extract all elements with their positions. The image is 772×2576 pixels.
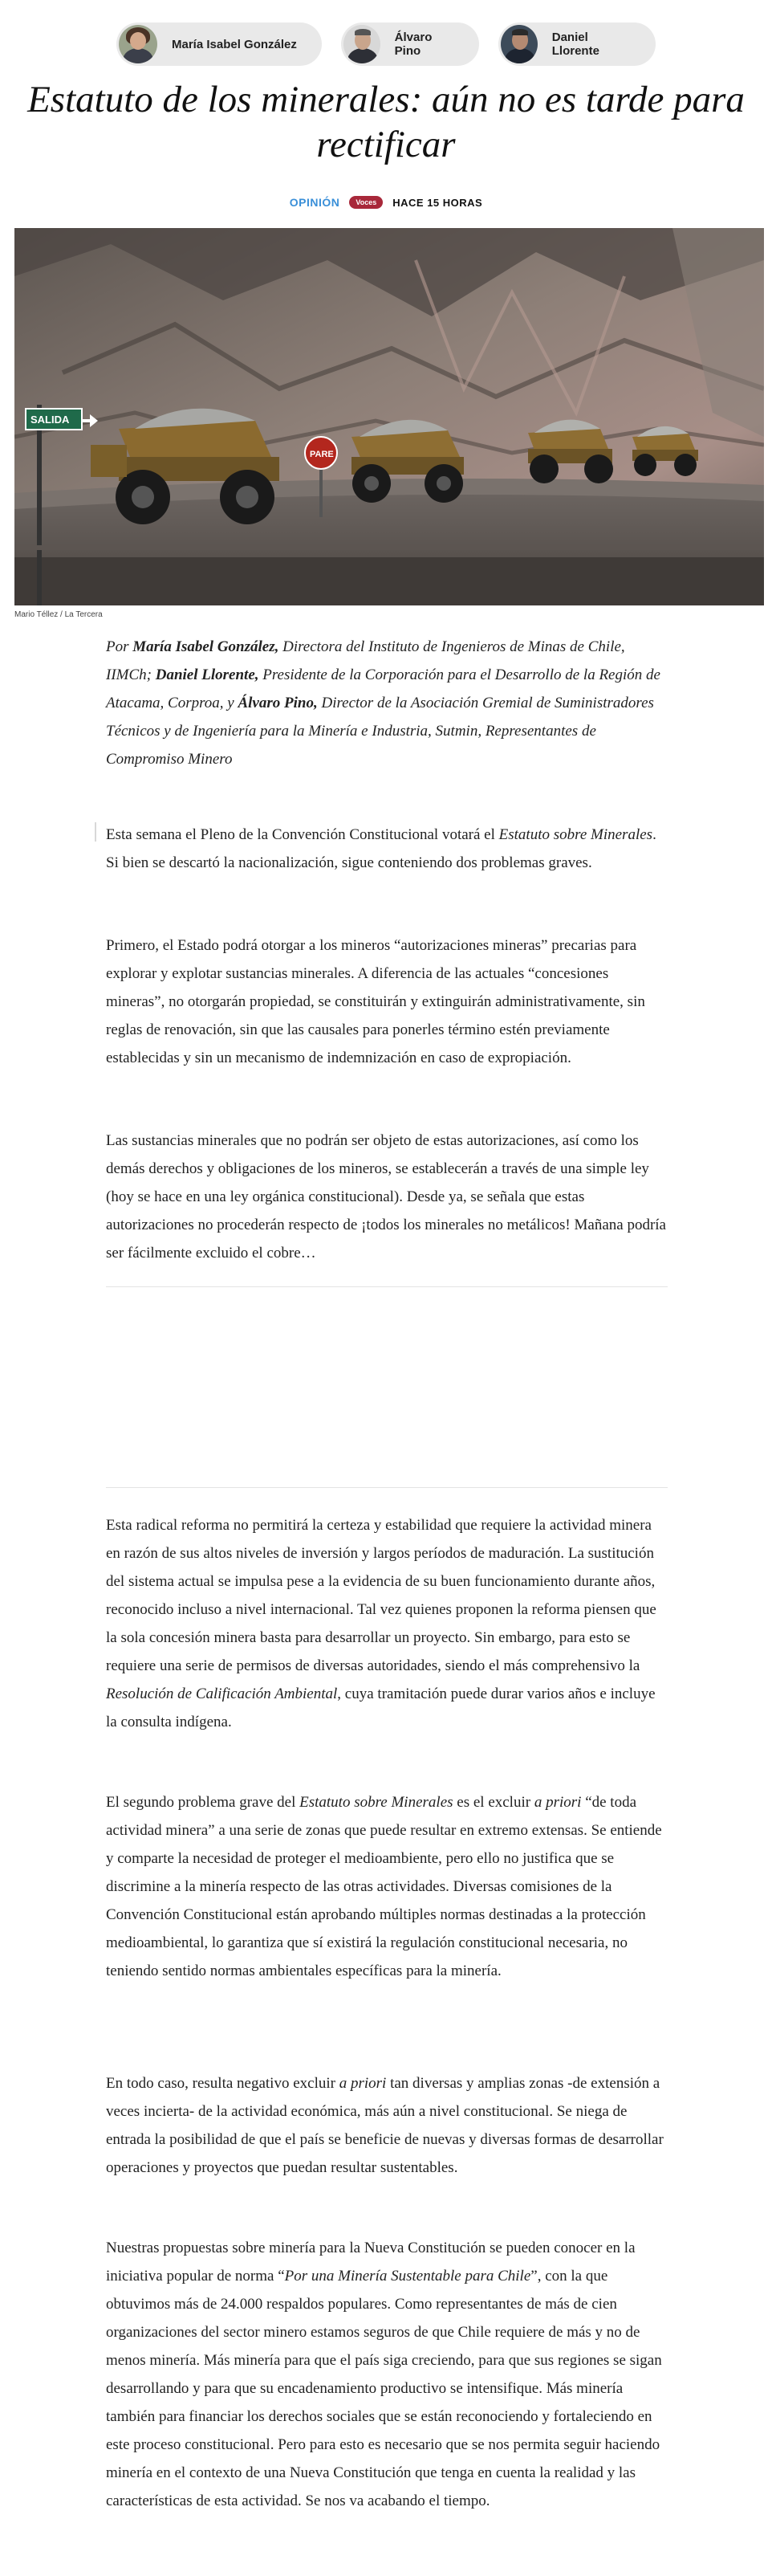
byline-author: Daniel Llorente, — [155, 666, 259, 683]
author-name: Daniel Llorente — [551, 31, 599, 58]
paragraph-1: Esta semana el Pleno de la Convención Constitucional votará el Estatuto sobre Minerales. Si bien se descartó la nacionalización, sigue conteniendo dos problemas graves. — [106, 826, 656, 871]
author-chip-pino[interactable] — [341, 22, 479, 66]
sign-pare: PARE — [310, 450, 334, 459]
ad-divider-top — [106, 1286, 668, 1287]
author-name: María Isabel González — [172, 37, 297, 51]
image-caption: Mario Téllez / La Tercera — [14, 610, 103, 619]
sign-salida: SALIDA — [30, 414, 70, 426]
author-chip-gonzalez[interactable] — [116, 22, 322, 66]
mine-trucks-illustration — [14, 228, 764, 605]
voces-badge[interactable]: Voces — [349, 196, 383, 209]
author-name: Álvaro Pino — [394, 31, 433, 58]
avatar — [501, 25, 538, 63]
author-chip-llorente[interactable] — [498, 22, 656, 66]
byline: Por María Isabel González, Directora del Instituto de Ingenieros de Minas de Chile, IIMCh; Daniel Llorente, Presidente de la Corporación para el Desarrollo de la Región de Atacama, Corproa, y Álvaro Pino, Director de la Asociación Gremial de Suministradores Técnicos y de Ingeniería para la Minería e Industria, Sutmin, Representantes de Compromiso Minero — [106, 638, 660, 768]
ad-divider-bottom — [106, 1487, 668, 1488]
author-list — [0, 22, 772, 66]
article-title: Estatuto de los minerales: aún no es tarde para rectificar — [27, 79, 745, 165]
paragraph-3: Las sustancias minerales que no podrán ser objeto de estas autorizaciones, así como los demás derechos y obligaciones de los mineros, se establecerán a través de una simple ley (hoy se hace en una ley orgánica constitucional). Desde ya, se señala que estas autorizaciones no procederán respecto de ¡todos los minerales no metálicos! Mañana podría ser fácilmente excluido el cobre… — [106, 1132, 666, 1262]
paragraph-2: Primero, el Estado podrá otorgar a los mineros “autorizaciones mineras” precarias para explorar y explotar sustancias minerales. A diferencia de las actuales “concesiones mineras”, no otorgarán propiedad, se constituirán y extinguirán administrativamente, sin reglas de renovación, sin que las causales para ponerles término estén previamente establecidas y sin un mecanismo de indemnización en caso de expropiación. — [106, 937, 645, 1066]
avatar — [343, 25, 380, 63]
avatar — [119, 25, 157, 63]
byline-author: María Isabel González, — [132, 638, 279, 655]
paragraph-6: En todo caso, resulta negativo excluir a priori tan diversas y amplias zonas -de extensión a veces incierta- de la actividad económica, más aún a nivel constitucional. Se niega de entrada la posibilidad de que el país se beneficie de nuevas y diversas formas de desarrollar operaciones y proyectos que puedan resultar sustentables. — [106, 2075, 664, 2176]
hero-image — [14, 228, 764, 605]
article-meta — [0, 196, 772, 209]
paragraph-marker — [95, 822, 96, 842]
section-link[interactable]: OPINIÓN — [289, 196, 340, 209]
paragraph-4: Esta radical reforma no permitirá la certeza y estabilidad que requiere la actividad minera en razón de sus altos niveles de inversión y largos períodos de maduración. La sustitución del sistema actual se impulsa pese a la evidencia de su buen funcionamiento durante años, reconocido incluso a nivel internacional. Tal vez quienes proponen la reforma piensen que la sola concesión minera basta para desarrollar un proyecto. Sin embargo, para esto se requiere una serie de permisos de diversas autoridades, siendo el más comprehensivo la Resolución de Calificación Ambiental, cuya tramitación puede durar varios años e incluye la consulta indígena. — [106, 1517, 656, 1730]
publish-time: HACE 15 HORAS — [392, 196, 483, 209]
paragraph-7: Nuestras propuestas sobre minería para la Nueva Constitución se pueden conocer en la iniciativa popular de norma “Por una Minería Sustentable para Chile”, con la que obtuvimos más de 24.000 respaldos populares. Como representantes de más de cien organizaciones del sector minero estamos seguros de que Chile requiere de más y no de menos minería. Más minería para que el país siga creciendo, para que sus regiones se sigan desarrollando y para que su encadenamiento productivo se intensifique. Más minería también para financiar los derechos sociales que se están reconociendo y fortaleciendo en este proceso constitucional. Pero para esto es necesario que se nos permita seguir haciendo minería en el contexto de una Nueva Constitución que tenga en cuenta la realidad y las características de esta actividad. Se nos va acabando el tiempo. — [106, 2240, 662, 2509]
paragraph-5: El segundo problema grave del Estatuto sobre Minerales es el excluir a priori “de toda actividad minera” a una serie de zonas que puede resultar en extremo extensas. Se entiende y comparte la necesidad de proteger el medioambiente, pero ello no justifica que se discrimine a la minería respecto de las otras actividades. Diversas comisiones de la Convención Constitucional están aprobando múltiples normas destinadas a la protección medioambiental, lo garantiza que sí existirá la regulación constitucional necesaria, no teniendo sentido normas ambientales específicas para la minería. — [106, 1794, 662, 1979]
byline-author: Álvaro Pino, — [238, 695, 318, 711]
